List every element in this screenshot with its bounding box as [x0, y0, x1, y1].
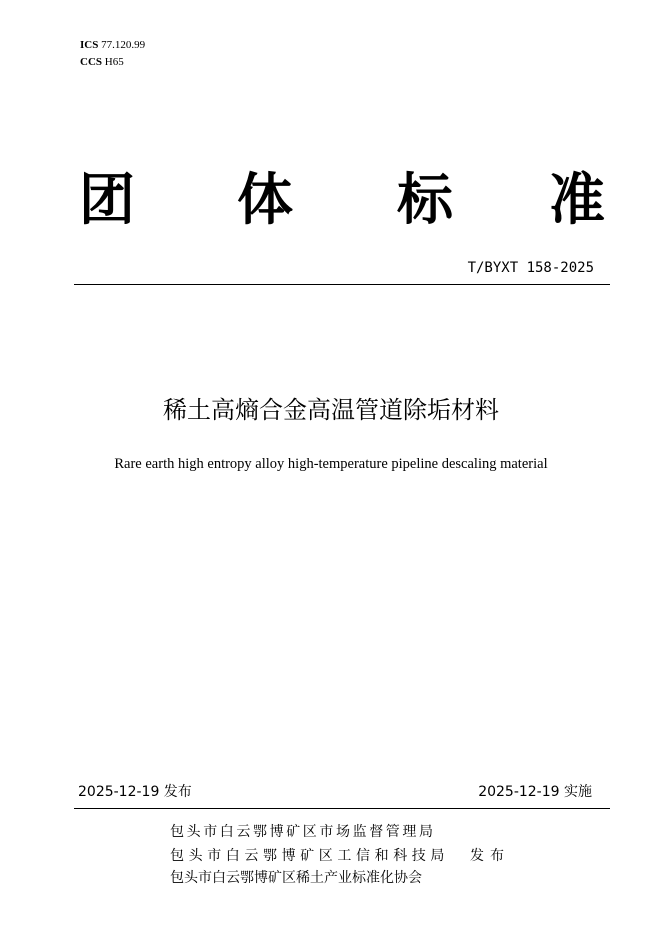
issuer-industry-technology: 包头市白云鄂博矿区工信和科技局 — [170, 848, 449, 864]
ics-value: 77.120.99 — [101, 39, 146, 51]
standard-type-char-2: 体 — [237, 168, 293, 233]
ccs-label: CCS — [80, 56, 103, 68]
standard-number: T/BYXT 158-2025 — [467, 260, 594, 276]
issuer-market-supervision: 包头市白云鄂博矿区市场监督管理局 — [170, 824, 436, 840]
publish-label: 发布 — [470, 848, 510, 864]
ics-label: ICS — [80, 39, 99, 51]
ccs-code — [80, 55, 124, 69]
standard-type-char-1: 团 — [79, 168, 135, 233]
standard-type-char-4: 准 — [549, 168, 605, 233]
top-divider — [74, 284, 610, 285]
ics-code — [80, 38, 145, 52]
issuer-rare-earth-association: 包头市白云鄂博矿区稀土产业标准化协会 — [170, 870, 422, 886]
issue-date: 2025-12-19 发布 — [78, 784, 192, 800]
title-chinese: 稀土高熵合金高温管道除垢材料 — [163, 396, 499, 424]
bottom-divider — [74, 808, 610, 809]
implementation-date: 2025-12-19 实施 — [478, 784, 592, 800]
standard-type-char-3: 标 — [397, 168, 453, 233]
ccs-value: H65 — [104, 56, 124, 68]
title-english: Rare earth high entropy alloy high-temperature pipeline descaling material — [114, 456, 548, 472]
